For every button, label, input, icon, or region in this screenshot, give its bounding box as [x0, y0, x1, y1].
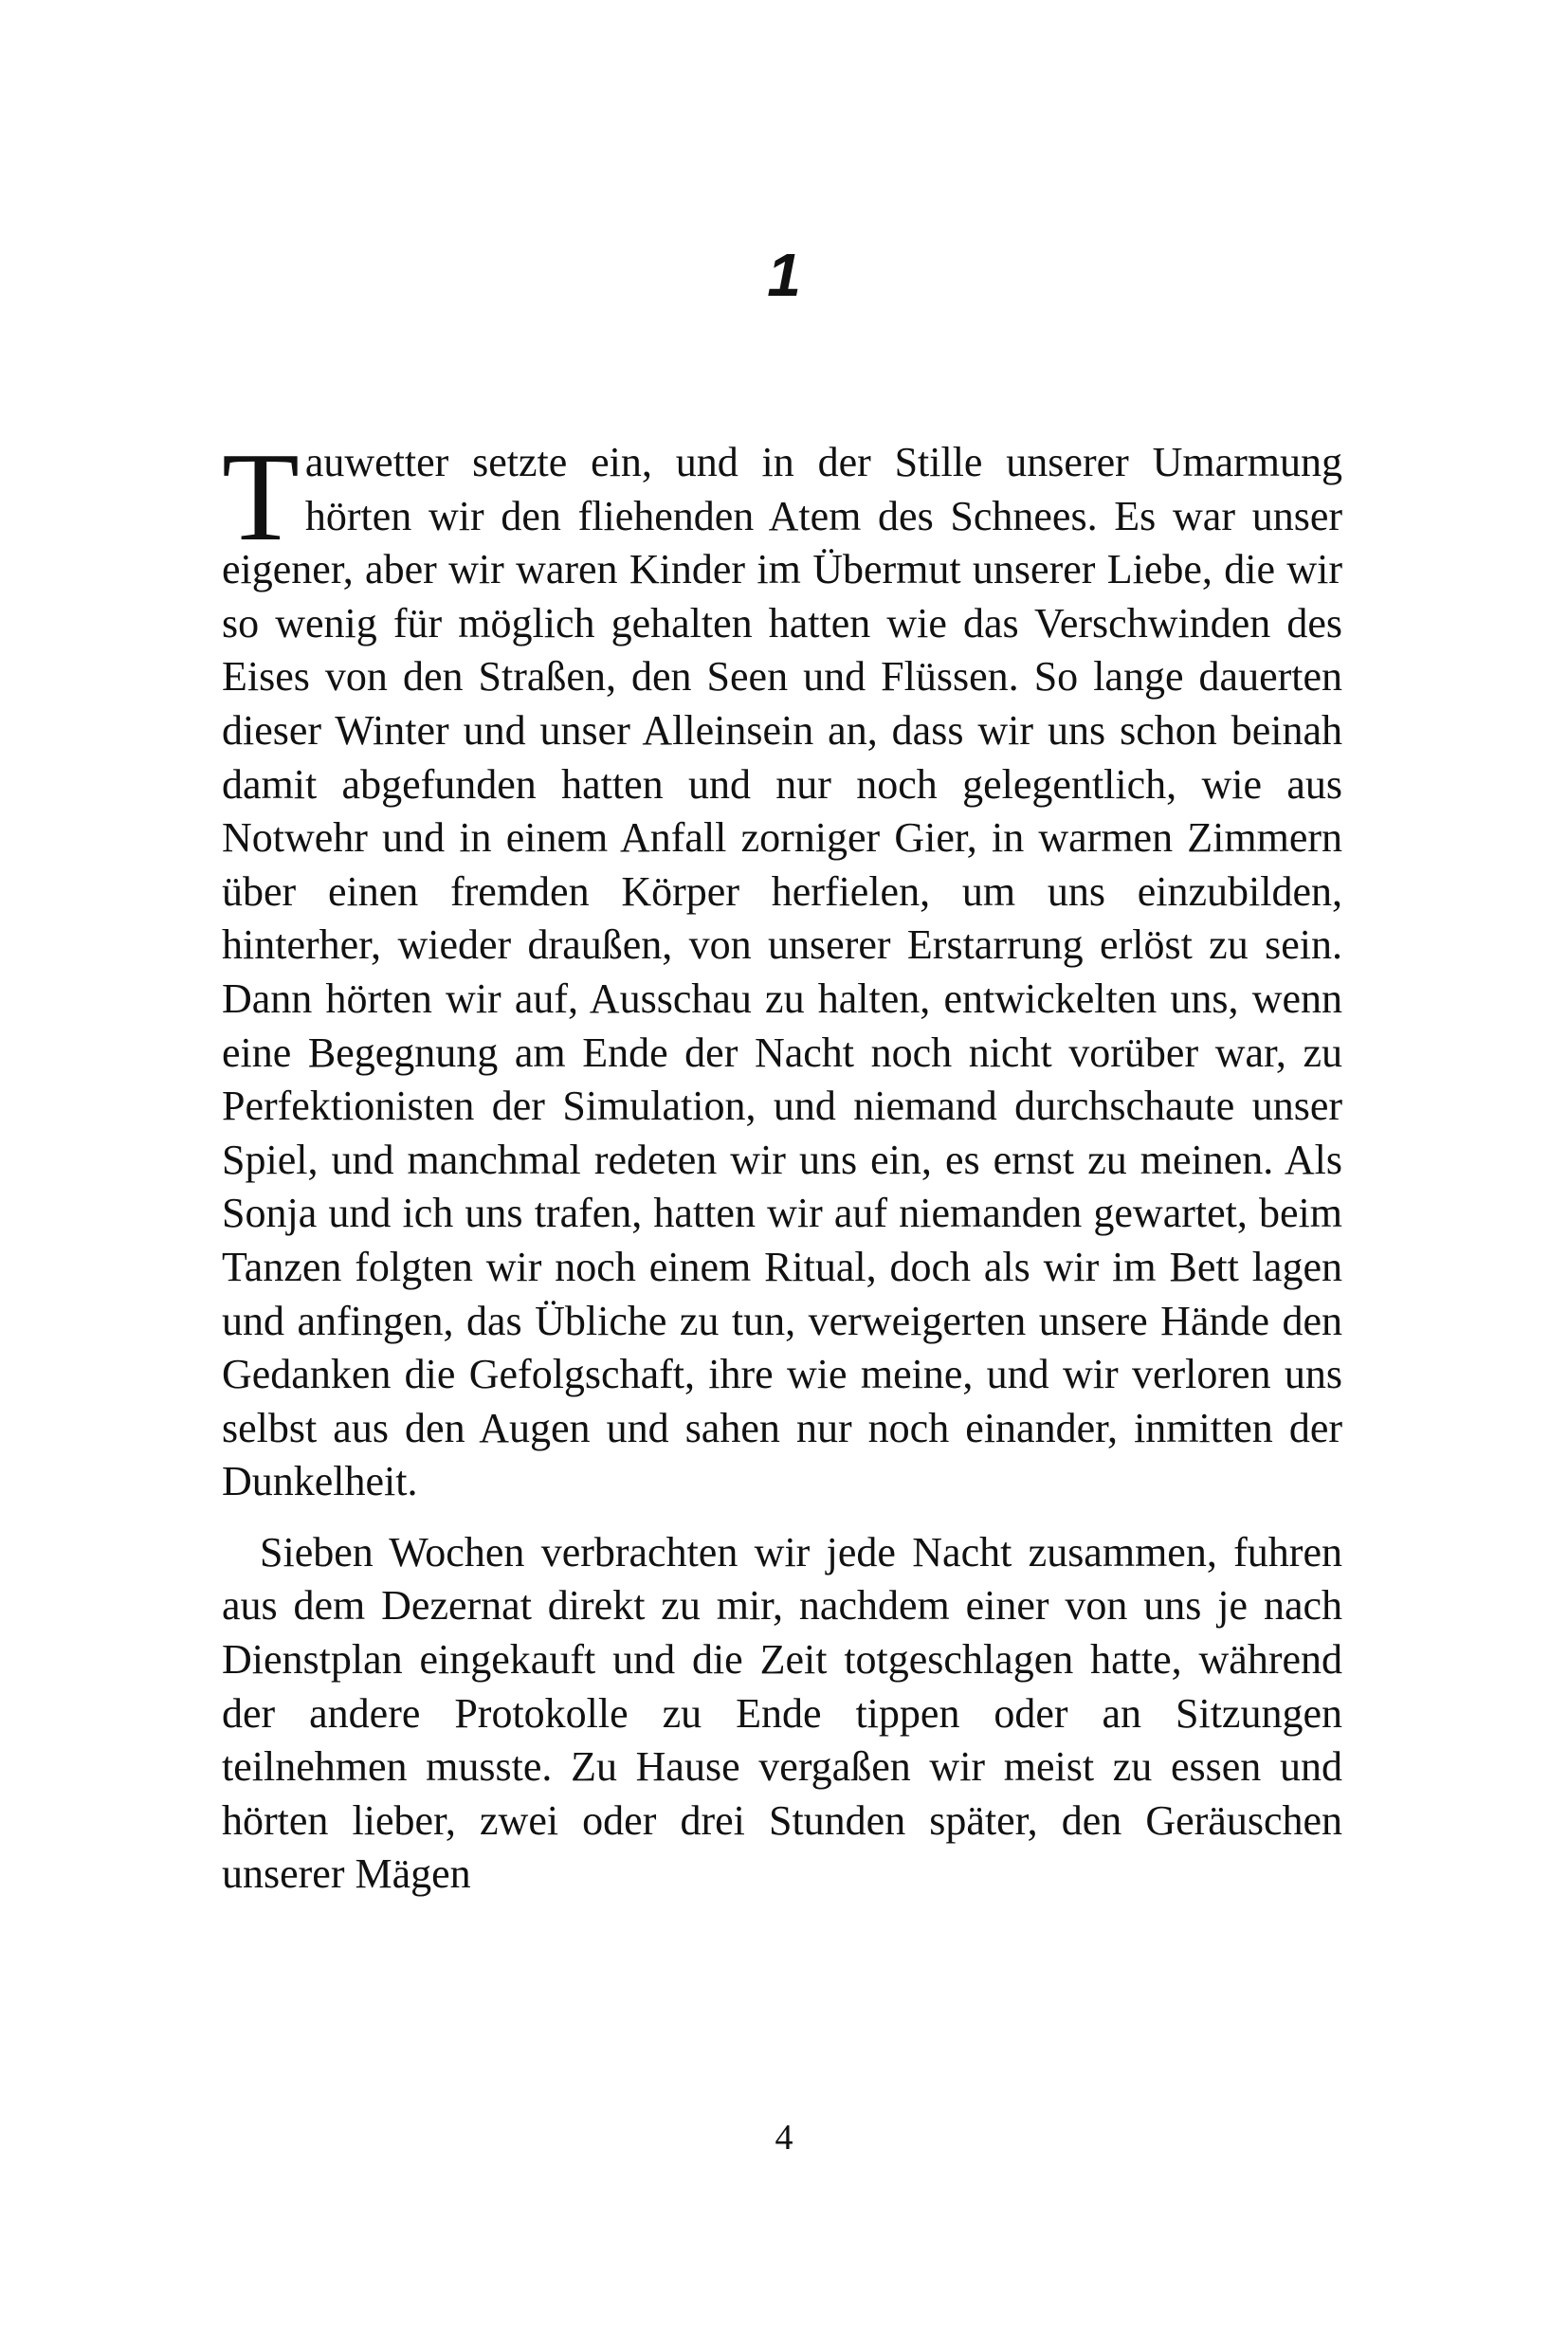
- body-text: [222, 427, 1342, 1902]
- chapter-number: 1: [767, 241, 801, 309]
- paragraph-1-text: auwetter setzte ein, und in der Stille unserer Umarmung hörten wir den fliehenden Atem des Schnees. Es war unser eigener, aber wir waren Kinder im Übermut unserer Liebe, die wir so wenig für möglich gehalten hatten wie das Verschwinden des Eises von den Straßen, den Seen und Flüssen. So lange dauerten dieser Winter und unser Alleinsein an, dass wir uns schon beinah damit abgefunden hatten und nur noch gelegentlich, wie aus Notwehr und in einem Anfall zorniger Gier, in warmen Zimmern über einen fremden Körper herfielen, um uns einzubilden, hinterher, wieder draußen, von unserer Erstarrung erlöst zu sein. Dann hörten wir auf, Ausschau zu halten, entwickelten uns, wenn eine Begegnung am Ende der Nacht noch nicht vorüber war, zu Perfektionisten der Simulation, und niemand durchschaute unser Spiel, und manchmal redeten wir uns ein, es ernst zu meinen. Als Sonja und ich uns trafen, hatten wir auf niemanden gewartet, beim Tanzen folgten wir noch einem Ritual, doch als wir im Bett lagen und anfingen, das Übliche zu tun, verweigerten unsere Hände den Gedanken die Gefolgschaft, ihre wie meine, und wir verloren uns selbst aus den Augen und sahen nur noch einander, inmitten der Dunkelheit.: [222, 439, 1342, 1505]
- page-number: 4: [775, 2118, 793, 2158]
- paragraph-2: Sieben Wochen verbrachten wir jede Nacht zusammen, fuhren aus dem Dezernat direkt zu mir, nachdem einer von uns je nach Dienstplan eingekauft und die Zeit totgeschlagen hatte, während der andere Protokolle zu Ende tippen oder an Sitzungen teilnehmen musste. Zu Hause vergaßen wir meist zu essen und hörten lieber, zwei oder drei Stunden später, den Geräuschen unserer Mägen: [222, 1528, 1342, 1898]
- drop-cap-letter: T: [222, 427, 300, 567]
- paragraph-1: [222, 427, 1342, 1509]
